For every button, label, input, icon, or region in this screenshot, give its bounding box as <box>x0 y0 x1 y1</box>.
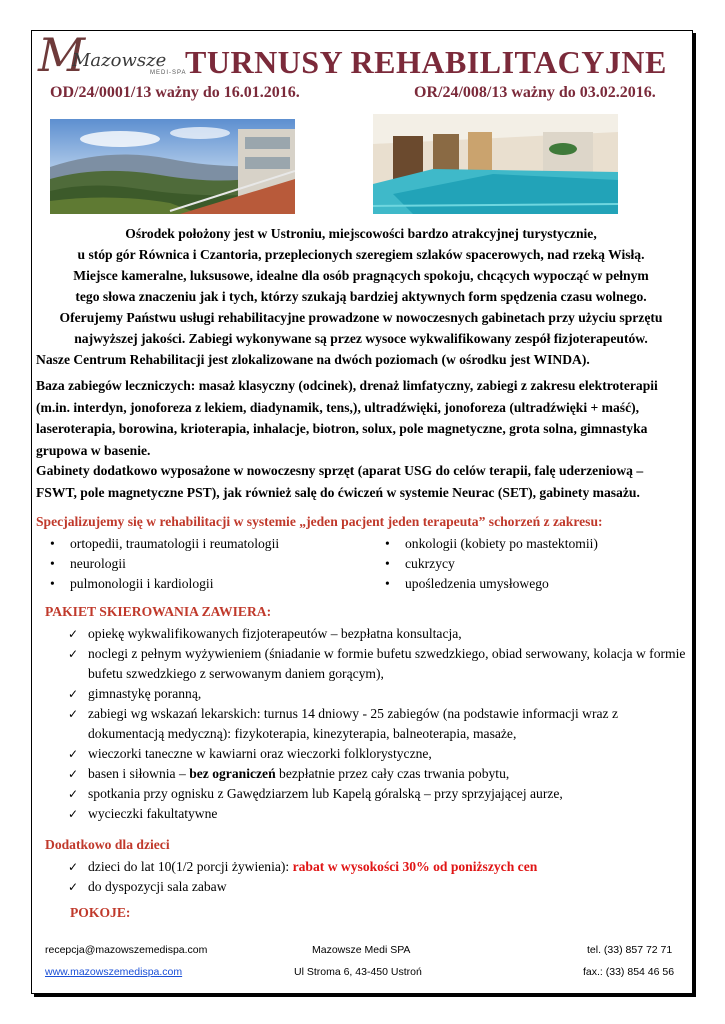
footer-fax: fax.: (33) 854 46 56 <box>583 966 675 978</box>
list-item: • cukrzycy <box>375 554 598 574</box>
list-item: ✓ do dyspozycji sala zabaw <box>62 877 692 897</box>
checkmark-icon: ✓ <box>68 860 79 874</box>
footer-email[interactable]: recepcja@mazowszemedispa.com <box>45 944 208 956</box>
list-item: ✓ zabiegi wg wskazań lekarskich: turnus 14 dniowy - 25 zabiegów (na podstawie informacji wraz z dokumentacją medyczną): fizykoterapia, kinezyterapia, balneoterapia, masaże, <box>68 706 618 741</box>
mazowsze-logo: M Mazowsze MEDI-SPA <box>38 28 187 82</box>
rooms-heading: POKOJE: <box>70 905 131 920</box>
list-item: • onkologii (kobiety po mastektomii) <box>375 534 598 554</box>
checkmark-icon: ✓ <box>68 687 79 701</box>
footer-address: Ul Stroma 6, 43-450 Ustroń <box>294 966 422 978</box>
checkmark-icon: ✓ <box>68 627 79 641</box>
footer-phone: tel. (33) 857 72 71 <box>587 944 673 956</box>
list-item: ✓ noclegi z pełnym wyżywieniem (śniadanie w formie bufetu szwedzkiego, obiad serwowany, kolacja w formie bufetu szwedzkiego z serwowanym daniem gorącym), <box>68 646 686 681</box>
pool-photo <box>373 114 618 214</box>
ref-number-right: OR/24/008/13 ważny do 03.02.2016. <box>414 84 656 101</box>
list-item: ✓ basen i siłownia – bez ograniczeń bezpłatnie przez cały czas trwania pobytu, <box>62 764 692 784</box>
checkmark-icon: ✓ <box>68 807 79 821</box>
checkmark-icon: ✓ <box>68 747 79 761</box>
page-title: TURNUSY REHABILITACYJNE <box>185 44 667 80</box>
list-item: • pulmonologii i kardiologii <box>40 574 279 594</box>
footer-website-link[interactable]: www.mazowszemedispa.com <box>45 966 183 978</box>
centrum-text: Nasze Centrum Rehabilitacji jest zlokalizowane na dwóch poziomach (w ośrodku jest WINDA). <box>36 352 590 367</box>
checkmark-icon: ✓ <box>68 647 79 661</box>
checkmark-icon: ✓ <box>68 707 79 721</box>
package-heading: PAKIET SKIEROWANIA ZAWIERA: <box>45 604 272 619</box>
specialization-list-left <box>40 534 279 594</box>
specialization-list-right <box>375 534 598 594</box>
checkmark-icon: ✓ <box>68 787 79 801</box>
discount-text: rabat w wysokości 30% od poniższych cen <box>292 859 538 874</box>
list-item: ✓ dzieci do lat 10(1/2 porcji żywienia): rabat w wysokości 30% od poniższych cen <box>62 857 692 877</box>
children-list <box>62 857 692 897</box>
logo-subtext: MEDI-SPA <box>150 70 187 76</box>
footer-company-name: Mazowsze Medi SPA <box>312 944 411 956</box>
list-item: • upośledzenia umysłowego <box>375 574 598 594</box>
list-item: ✓ gimnastykę poranną, <box>62 684 692 704</box>
checkmark-icon: ✓ <box>68 767 79 781</box>
list-item: • ortopedii, traumatologii i reumatologii <box>40 534 279 554</box>
package-list <box>62 624 692 824</box>
list-item: ✓ spotkania przy ognisku z Gawędziarzem lub Kapelą góralską – przy sprzyjającej aurze, <box>62 784 692 804</box>
intro-text: Ośrodek położony jest w Ustroniu, miejscowości bardzo atrakcyjnej turystycznie, u stóp gór Równica i Czantoria, przeplecionych szeregiem szlaków spacerowych, nad rzeką Wisłą. Miejsce kameralne, luksusowe, idealne dla osób pragnących spokoju, chcących wypocząć w pełnym tego słowa znaczeniu jak i tych, którzy szukają bardziej aktywnych form spędzenia czasu wolnego. Oferujemy Państwu usługi rehabilitacyjne prowadzone w nowoczesnych gabinetach przy użyciu sprzętu najwyższej jakości. Zabiegi wykonywane są przez wysoce wykwalifikowany zespół fizjoterapeutów. <box>59 226 663 346</box>
baza-text: Baza zabiegów leczniczych: masaż klasyczny (odcinek), drenaż limfatyczny, zabiegi z zakresu elektroterapii (m.in. interdyn, jonoforeza z lekiem, diadynamik, tens,), ultradźwięki, jonoforeza (ultradźwięki + maść), laseroterapia, borowina, krioterapia, inhalacje, biotron, solux, pole magnetyczne, grota solna, gimnastyka grupowa w basenie. <box>36 378 658 458</box>
list-item: ✓ wycieczki fakultatywne <box>62 804 692 824</box>
specialization-heading: Specjalizujemy się w rehabilitacji w systemie „jeden pacjent jeden terapeuta” schorzeń z zakresu: <box>36 514 603 529</box>
list-item: ✓ opiekę wykwalifikowanych fizjoterapeutów – bezpłatna konsultacja, <box>62 624 692 644</box>
children-heading: Dodatkowo dla dzieci <box>45 837 170 852</box>
list-item: • neurologii <box>40 554 279 574</box>
landscape-photo <box>50 119 295 214</box>
checkmark-icon: ✓ <box>68 880 79 894</box>
logo-text: Mazowsze <box>72 50 167 71</box>
gabinety-text: Gabinety dodatkowo wyposażone w nowoczesny sprzęt (aparat USG do celów terapii, falę uderzeniową – FSWT, pole magnetyczne PST), jak również salę do ćwiczeń w systemie Neurac (SET), gabinety masażu. <box>36 463 644 500</box>
ref-number-left: OD/24/0001/13 ważny do 16.01.2016. <box>50 84 300 101</box>
list-item: ✓ wieczorki taneczne w kawiarni oraz wieczorki folklorystyczne, <box>62 744 692 764</box>
